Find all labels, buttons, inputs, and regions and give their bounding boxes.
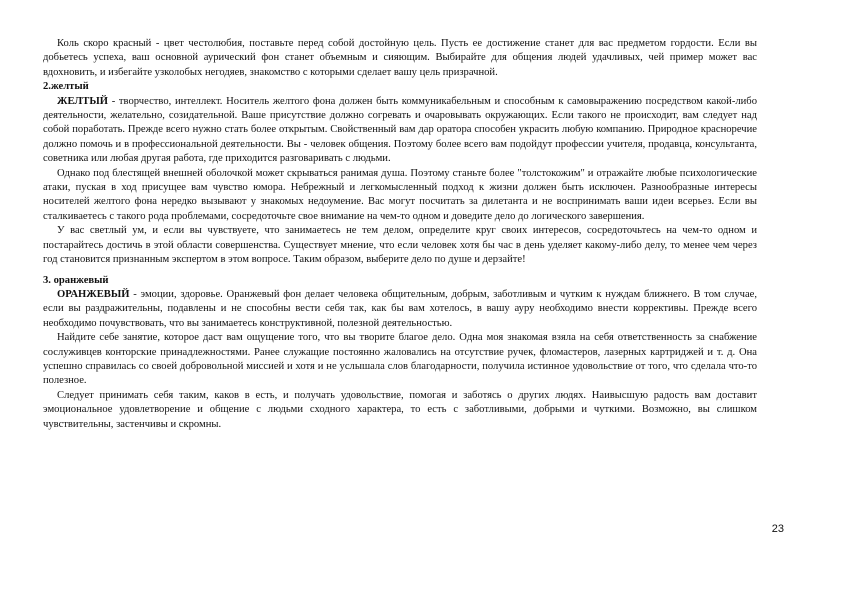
paragraph-red-summary: Коль скоро красный - цвет честолюбия, поставьте перед собой достойную цель. Пусть ее достижение станет для вас предметом гордости. Если вы добьетесь успеха, ваш основной аурический фон станет объемным и сияющим. Выбирайте для общения людей удачливых, чей пример может вас вдохновить, и избегайте узколобых негодяев, знакомство с которыми сделает вашу цель призрачной. bbox=[43, 38, 757, 78]
paragraph-yellow-2: Однако под блестящей внешней оболочкой может скрываться ранимая душа. Поэтому станьте более "толстокожим" и отражайте любые психологические атаки, пуская в ход присущее вам чувство юмора. Небрежный и легкомысленный подход к жизни должен быть исключен. Разнообразные интересы носителей желтого фона нередко вызывают у знакомых недоумение. Вас могут посчитать за дилетанта и не воспринимать ваши идеи всерьез. Если вы сталкиваетесь с такого рода проблемами, сосредоточьте свое внимание на чем-то одном и доведите дело до логического завершения. bbox=[43, 167, 757, 222]
page-number: 23 bbox=[771, 523, 784, 535]
lead-term-orange: ОРАНЖЕВЫЙ bbox=[57, 288, 130, 300]
paragraph-orange-3: Следует принимать себя таким, каков в есть, и получать удовольствие, помогая и заботясь о других людях. Наивысшую радость вам доставит эмоциональное удовлетворение и общение с людьми сходного характера, то есть с заботливыми, добрыми и чуткими. Возможно, вы слишком чувствительны, застенчивы и скромны. bbox=[43, 389, 757, 430]
lead-term-yellow: ЖЕЛТЫЙ bbox=[57, 95, 109, 107]
section-heading-orange: 3. оранжевый bbox=[43, 274, 109, 286]
paragraph-orange-intro bbox=[43, 288, 757, 331]
paragraph-yellow-intro-text: - творчество, интеллект. Носитель желтого фона должен быть коммуникабельным и способным к самовыражению посредством какой-либо деятельности, желательно, созидательной. Ваше присутствие должно согревать и очаровывать окружающих. Если такого не происходит, вам следует над собой поработать. Прежде всего нужно стать более открытым. Свойственный вам дар оратора способен украсить любую компанию. Природное красноречие должно помочь и в профессиональной деятельности. Вы - человек общения. Поэтому более всего вам подойдут профессии учителя, продавца, консультанта, советника или любая другая работа, где приходится разговаривать с людьми. bbox=[43, 95, 757, 165]
paragraph-orange-intro-text: - эмоции, здоровье. Оранжевый фон делает человека общительным, добрым, заботливым и чутким к нуждам ближнего. В том случае, если вы раздражительны, подавлены и не способны вести себя так, как бы вам хотелось, в вашу ауру необходимо внести коррективы. Прежде всего необходимо почувствовать, что вы занимаетесь конструктивной, полезной деятельностью. bbox=[43, 288, 757, 329]
section-heading-yellow: 2.желтый bbox=[43, 81, 89, 93]
paragraph-yellow-intro bbox=[43, 95, 757, 167]
paragraph-yellow-3: У вас светлый ум, и если вы чувствуете, что занимаетесь не тем делом, определите круг своих интересов, сосредоточьтесь на чем-то одном и постарайтесь достичь в этой области совершенства. Существует мнение, что если человек хотя бы час в день уделяет какому-либо делу, то менее чем через год становится признанным экспертом в этом вопросе. Таким образом, выберите дело по душе и дерзайте! bbox=[43, 225, 757, 266]
document-page bbox=[43, 37, 757, 432]
paragraph-orange-2: Найдите себе занятие, которое даст вам ощущение того, что вы творите благое дело. Одна моя знакомая взяла на себя ответственность за снабжение сослуживцев конторские принадлежностями. Ранее служащие постоянно жаловались на отсутствие ручек, фломастеров, лазерных картриджей и т. д. Она успешно справилась со своей добровольной миссией и хотя и не услышала слов благодарности, получила истинное удовольствие от того, что сделала что-то полезное. bbox=[43, 332, 757, 387]
